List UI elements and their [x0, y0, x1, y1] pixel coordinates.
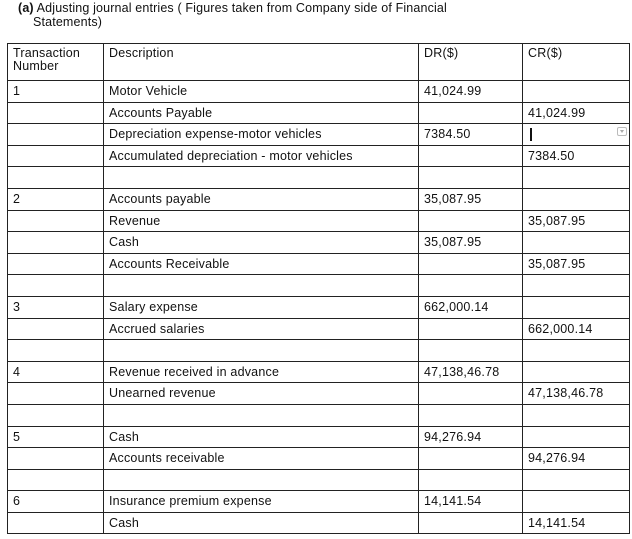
table-row [8, 253, 630, 275]
description-cell[interactable] [104, 469, 419, 491]
description-cell[interactable] [104, 167, 419, 189]
table-header-row [8, 44, 630, 81]
credit-cell[interactable] [523, 188, 630, 210]
table-row [8, 296, 630, 318]
debit-cell[interactable] [419, 512, 523, 534]
transaction-number-cell[interactable] [8, 340, 104, 362]
transaction-number-cell[interactable]: 6 [8, 491, 104, 513]
debit-cell[interactable]: 7384.50 [419, 124, 523, 146]
table-row [8, 124, 630, 146]
transaction-number-cell[interactable] [8, 469, 104, 491]
credit-cell[interactable]: 662,000.14 [523, 318, 630, 340]
description-cell[interactable] [104, 275, 419, 297]
debit-cell[interactable]: 35,087.95 [419, 232, 523, 254]
credit-cell[interactable] [523, 81, 630, 103]
transaction-number-cell[interactable] [8, 275, 104, 297]
table-row [8, 448, 630, 470]
description-cell[interactable]: Revenue [104, 210, 419, 232]
transaction-number-cell[interactable] [8, 145, 104, 167]
transaction-number-cell[interactable]: 1 [8, 81, 104, 103]
credit-cell[interactable] [523, 404, 630, 426]
description-cell[interactable]: Accounts payable [104, 188, 419, 210]
description-cell[interactable]: Unearned revenue [104, 383, 419, 405]
debit-cell[interactable] [419, 253, 523, 275]
transaction-number-cell[interactable] [8, 167, 104, 189]
description-cell[interactable]: Cash [104, 512, 419, 534]
transaction-number-cell[interactable]: 3 [8, 296, 104, 318]
description-cell[interactable] [104, 404, 419, 426]
debit-cell[interactable] [419, 404, 523, 426]
description-cell[interactable]: Accounts receivable [104, 448, 419, 470]
table-row [8, 275, 630, 297]
section-label: (a) [18, 1, 34, 15]
transaction-number-cell[interactable] [8, 253, 104, 275]
debit-cell[interactable]: 662,000.14 [419, 296, 523, 318]
heading-text-line1: Adjusting journal entries ( Figures taken from Company side of Financial [36, 1, 447, 15]
description-cell[interactable]: Motor Vehicle [104, 81, 419, 103]
table-row [8, 512, 630, 534]
transaction-number-cell[interactable]: 2 [8, 188, 104, 210]
table-row [8, 102, 630, 124]
description-cell[interactable]: Accumulated depreciation - motor vehicles [104, 145, 419, 167]
transaction-number-cell[interactable] [8, 210, 104, 232]
section-heading [18, 1, 538, 29]
table-row [8, 361, 630, 383]
description-cell[interactable]: Insurance premium expense [104, 491, 419, 513]
table-row [8, 188, 630, 210]
credit-cell[interactable] [523, 469, 630, 491]
credit-cell[interactable] [523, 426, 630, 448]
credit-cell[interactable]: 41,024.99 [523, 102, 630, 124]
dropdown-arrow-icon[interactable] [617, 127, 627, 136]
debit-cell[interactable] [419, 145, 523, 167]
credit-cell[interactable]: 94,276.94 [523, 448, 630, 470]
table-row [8, 491, 630, 513]
credit-cell[interactable] [523, 491, 630, 513]
debit-cell[interactable] [419, 469, 523, 491]
debit-cell[interactable]: 94,276.94 [419, 426, 523, 448]
description-cell[interactable]: Accounts Payable [104, 102, 419, 124]
description-cell[interactable]: Accounts Receivable [104, 253, 419, 275]
description-cell[interactable]: Revenue received in advance [104, 361, 419, 383]
debit-cell[interactable] [419, 275, 523, 297]
transaction-number-cell[interactable] [8, 318, 104, 340]
header-debit: DR($) [419, 44, 523, 81]
table-row [8, 232, 630, 254]
credit-cell[interactable] [523, 167, 630, 189]
credit-cell[interactable]: 7384.50 [523, 145, 630, 167]
credit-cell[interactable] [523, 124, 630, 146]
description-cell[interactable] [104, 340, 419, 362]
debit-cell[interactable]: 41,024.99 [419, 81, 523, 103]
table-row [8, 426, 630, 448]
description-cell[interactable]: Depreciation expense-motor vehicles [104, 124, 419, 146]
credit-cell[interactable] [523, 296, 630, 318]
table-row [8, 469, 630, 491]
transaction-number-cell[interactable] [8, 102, 104, 124]
table-row [8, 318, 630, 340]
table-row [8, 167, 630, 189]
transaction-number-cell[interactable] [8, 124, 104, 146]
transaction-number-cell[interactable] [8, 383, 104, 405]
credit-cell[interactable] [523, 340, 630, 362]
text-cursor [530, 128, 532, 141]
table-row [8, 145, 630, 167]
credit-cell[interactable] [523, 232, 630, 254]
debit-cell[interactable] [419, 102, 523, 124]
description-cell[interactable]: Cash [104, 232, 419, 254]
debit-cell[interactable] [419, 448, 523, 470]
transaction-number-cell[interactable] [8, 512, 104, 534]
table-row [8, 81, 630, 103]
transaction-number-cell[interactable]: 5 [8, 426, 104, 448]
heading-text-line2: Statements) [33, 15, 103, 29]
debit-cell[interactable]: 14,141.54 [419, 491, 523, 513]
credit-cell[interactable]: 47,138,46.78 [523, 383, 630, 405]
credit-cell[interactable] [523, 275, 630, 297]
credit-cell[interactable]: 35,087.95 [523, 210, 630, 232]
header-credit: CR($) [523, 44, 630, 81]
debit-cell[interactable] [419, 383, 523, 405]
debit-cell[interactable] [419, 210, 523, 232]
description-cell[interactable]: Salary expense [104, 296, 419, 318]
debit-cell[interactable]: 35,087.95 [419, 188, 523, 210]
debit-cell[interactable] [419, 167, 523, 189]
journal-entries-table [7, 43, 630, 534]
table-row [8, 404, 630, 426]
credit-cell[interactable] [523, 361, 630, 383]
table-row [8, 383, 630, 405]
table-row [8, 210, 630, 232]
table-row [8, 340, 630, 362]
debit-cell[interactable] [419, 318, 523, 340]
header-transaction-number: Transaction Number [8, 44, 104, 81]
credit-cell[interactable]: 35,087.95 [523, 253, 630, 275]
header-description: Description [104, 44, 419, 81]
debit-cell[interactable]: 47,138,46.78 [419, 361, 523, 383]
description-cell[interactable]: Cash [104, 426, 419, 448]
debit-cell[interactable] [419, 340, 523, 362]
transaction-number-cell[interactable] [8, 404, 104, 426]
credit-cell[interactable]: 14,141.54 [523, 512, 630, 534]
transaction-number-cell[interactable]: 4 [8, 361, 104, 383]
transaction-number-cell[interactable] [8, 232, 104, 254]
transaction-number-cell[interactable] [8, 448, 104, 470]
description-cell[interactable]: Accrued salaries [104, 318, 419, 340]
